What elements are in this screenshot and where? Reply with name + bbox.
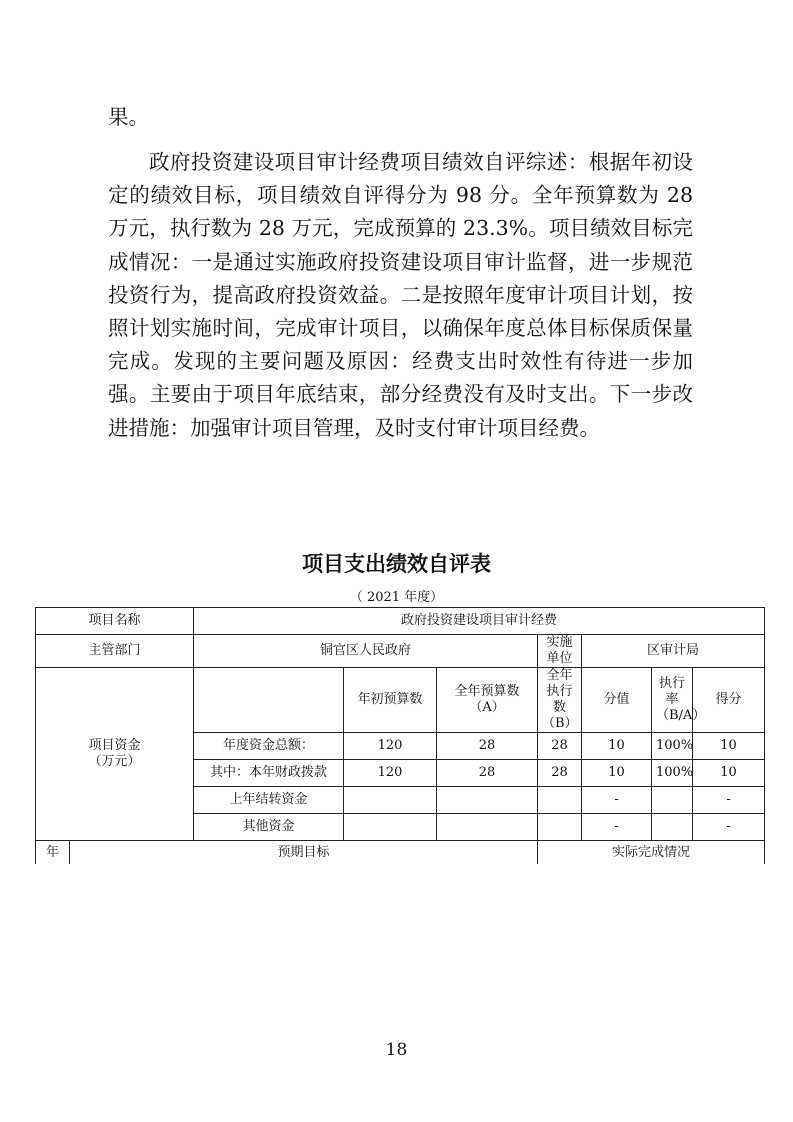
- cell-annual: 28: [437, 733, 538, 760]
- paragraph-text: 果。: [108, 105, 149, 129]
- paragraph-text: 政府投资建设项目审计经费项目绩效自评综述：根据年初设定的绩效目标，项目绩效自评得分为 98 分。全年预算数为 28 万元，执行数为 28 万元，完成预算的 23.3%。项目绩效目标完成情况：一是通过实施政府投资建设项目审计监督，进一步规范投资行为，提高政府投资效益。二是按照年度审计项目计划，按照计划实施时间，完成审计项目，以确保年度总体目标保质保量完成。发现的主要问题及原因：经费支出时效性有待进一步加强。主要由于项目年底结束，部分经费没有及时支出。下一步改进措施：加强审计项目管理，及时支付审计项目经费。: [108, 150, 693, 440]
- page-number: 18: [385, 1040, 408, 1060]
- cell-score: -: [693, 814, 765, 841]
- cell-score: 10: [693, 733, 765, 760]
- cell-points: -: [582, 787, 652, 814]
- project-name-label: 项目名称: [36, 608, 194, 635]
- header-executed: 全年执行数（B）: [538, 668, 582, 733]
- funds-label: 项目资金: [88, 738, 141, 753]
- funds-label-cell: [36, 668, 194, 841]
- cell-annual: [437, 787, 538, 814]
- cell-rate: [652, 787, 693, 814]
- table-row: [36, 608, 765, 635]
- cell-annual: 28: [437, 760, 538, 787]
- cell-executed: [538, 787, 582, 814]
- goals-year-label: 年: [36, 841, 70, 865]
- cell-initial: 120: [344, 760, 437, 787]
- cell-executed: 28: [538, 760, 582, 787]
- cell-initial: 120: [344, 733, 437, 760]
- actual-completion-label: 实际完成情况: [538, 841, 765, 865]
- cell-rate: 100%: [652, 760, 693, 787]
- table-row: [36, 635, 765, 668]
- funds-empty-header: [194, 668, 344, 733]
- cell-score: -: [693, 787, 765, 814]
- project-name-value: 政府投资建设项目审计经费: [194, 608, 765, 635]
- table-year: （ 2021 年度）: [349, 590, 444, 605]
- cell-annual: [437, 814, 538, 841]
- goals-header-row: [36, 841, 765, 865]
- expected-goals-label: 预期目标: [70, 841, 538, 865]
- row-label: 年度资金总额：: [194, 733, 344, 760]
- header-annual-budget: 全年预算数（A）: [437, 668, 538, 733]
- self-evaluation-table: [35, 607, 765, 864]
- cell-rate: 100%: [652, 733, 693, 760]
- dept-value: 铜官区人民政府: [194, 635, 538, 668]
- header-score: 得分: [693, 668, 765, 733]
- row-label: 其中：本年财政拨款: [194, 760, 344, 787]
- table-header-row: [36, 668, 765, 733]
- table-title: 项目支出绩效自评表: [302, 552, 491, 576]
- cell-initial: [344, 787, 437, 814]
- row-label: 其他资金: [194, 814, 344, 841]
- cell-points: 10: [582, 733, 652, 760]
- cell-executed: [538, 814, 582, 841]
- impl-value: 区审计局: [582, 635, 765, 668]
- paragraph-continuation: [108, 101, 693, 134]
- header-initial-budget: 年初预算数: [344, 668, 437, 733]
- dept-label: 主管部门: [36, 635, 194, 668]
- cell-initial: [344, 814, 437, 841]
- funds-unit: （万元）: [88, 754, 141, 769]
- row-label: 上年结转资金: [194, 787, 344, 814]
- cell-score: 10: [693, 760, 765, 787]
- header-points: 分值: [582, 668, 652, 733]
- cell-rate: [652, 814, 693, 841]
- impl-label: 实施单位: [538, 635, 582, 668]
- cell-points: 10: [582, 760, 652, 787]
- summary-paragraph: [108, 146, 693, 445]
- header-exec-rate: 执行率（B/A）: [652, 668, 693, 733]
- cell-points: -: [582, 814, 652, 841]
- cell-executed: 28: [538, 733, 582, 760]
